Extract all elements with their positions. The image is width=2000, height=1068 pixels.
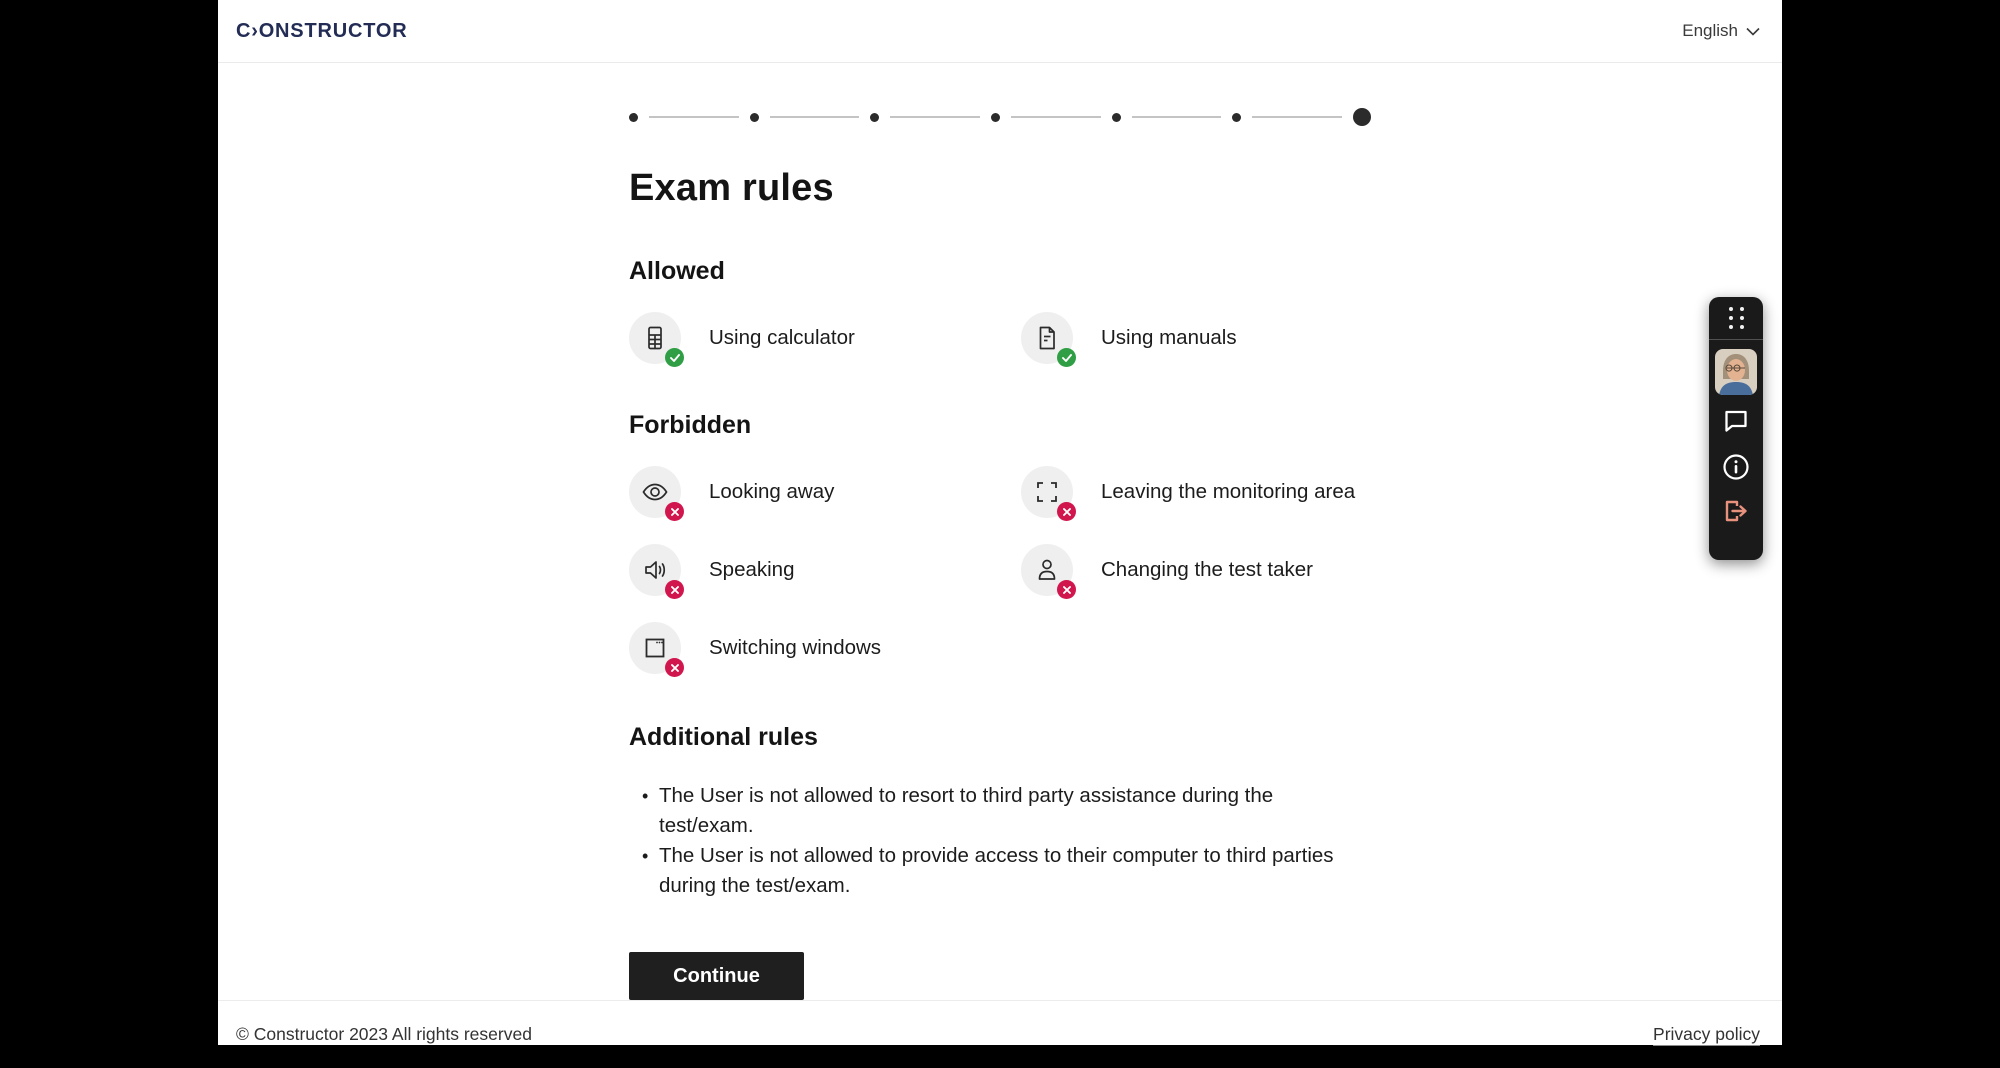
additional-rules-list: [629, 781, 1371, 901]
continue-button[interactable]: Continue: [629, 952, 804, 1000]
rule-label: Looking away: [709, 480, 835, 503]
rule-icon-circle: [629, 622, 681, 674]
forbidden-x-badge: [1057, 580, 1076, 599]
rule-icon-circle: [629, 312, 681, 364]
footer: [218, 1000, 1782, 1068]
forbidden-x-badge: [1057, 502, 1076, 521]
fullscreen-icon: [1034, 479, 1060, 505]
check-icon: [1062, 354, 1072, 362]
step-dot-7-current: [1353, 108, 1371, 126]
x-icon: [1063, 586, 1071, 594]
step-connector: [770, 116, 860, 118]
forbidden-heading: Forbidden: [629, 411, 752, 439]
rule-item-using-calculator: [629, 312, 1021, 364]
rule-label: Leaving the monitoring area: [1101, 480, 1356, 503]
rule-item-switching-windows: [629, 622, 1021, 674]
step-dot-3: [870, 113, 879, 122]
rule-icon-circle: [1021, 544, 1073, 596]
allowed-grid: [629, 312, 1371, 364]
eye-icon: [641, 478, 669, 506]
rule-icon-circle: [629, 466, 681, 518]
drag-handle[interactable]: [1709, 297, 1763, 339]
additional-rule: • The User is not allowed to resort to third party assistance during the test/exam.: [629, 781, 1371, 841]
x-icon: [1063, 508, 1071, 516]
additional-rule: • The User is not allowed to provide access to their computer to third parties during the test/exam.: [629, 841, 1371, 901]
allowed-heading: Allowed: [629, 257, 725, 285]
rule-icon-circle: [629, 544, 681, 596]
rule-icon-circle: [1021, 312, 1073, 364]
panel-divider: [1709, 339, 1763, 340]
step-dot-4: [991, 113, 1000, 122]
privacy-policy-link[interactable]: Privacy policy: [1653, 1024, 1760, 1044]
window-icon: [642, 635, 668, 661]
x-icon: [671, 664, 679, 672]
allowed-check-badge: [665, 348, 684, 367]
webcam-video-feed: [1715, 349, 1757, 395]
logout-icon: [1723, 499, 1749, 523]
step-dot-1: [629, 113, 638, 122]
rule-label: Using calculator: [709, 326, 855, 349]
step-dot-2: [750, 113, 759, 122]
content-column: [629, 63, 1371, 1000]
step-dot-5: [1112, 113, 1121, 122]
check-icon: [670, 354, 680, 362]
rule-label: Changing the test taker: [1101, 558, 1313, 581]
grip-dots-icon: [1729, 307, 1744, 329]
proctoring-panel: [1709, 297, 1763, 560]
forbidden-x-badge: [665, 580, 684, 599]
constructor-logo: C›ONSTRUCTOR: [236, 19, 408, 42]
webcam-thumbnail[interactable]: [1715, 349, 1757, 395]
rule-item-using-manuals: [1021, 312, 1371, 364]
chat-icon: [1723, 409, 1749, 434]
step-connector: [890, 116, 980, 118]
x-icon: [671, 586, 679, 594]
step-connector: [649, 116, 739, 118]
info-icon: [1722, 453, 1750, 481]
step-connector: [1011, 116, 1101, 118]
rule-label: Switching windows: [709, 636, 882, 659]
copyright-text: © Constructor 2023 All rights reserved: [236, 1024, 532, 1044]
allowed-check-badge: [1057, 348, 1076, 367]
language-selector[interactable]: [1682, 21, 1760, 41]
rule-label: Speaking: [709, 558, 795, 581]
document-icon: [1034, 325, 1060, 351]
person-icon: [1034, 557, 1060, 583]
rule-icon-circle: [1021, 466, 1073, 518]
calculator-icon: [642, 325, 668, 351]
forbidden-x-badge: [665, 502, 684, 521]
additional-rules-heading: Additional rules: [629, 723, 818, 751]
step-dot-6: [1232, 113, 1241, 122]
speaker-icon: [641, 556, 669, 584]
x-icon: [671, 508, 679, 516]
header: [218, 0, 1782, 63]
info-button[interactable]: [1716, 453, 1756, 481]
rule-item-leaving-area: [1021, 466, 1371, 518]
chat-button[interactable]: [1716, 409, 1756, 434]
logout-button[interactable]: [1716, 499, 1756, 523]
rule-item-changing-test-taker: [1021, 544, 1371, 596]
progress-stepper: [629, 108, 1371, 126]
rule-label: Using manuals: [1101, 326, 1237, 349]
rule-item-looking-away: [629, 466, 1021, 518]
step-connector: [1252, 116, 1342, 118]
forbidden-grid: [629, 466, 1371, 674]
forbidden-x-badge: [665, 658, 684, 677]
rule-item-speaking: [629, 544, 1021, 596]
step-connector: [1132, 116, 1222, 118]
chevron-down-icon: [1746, 27, 1760, 36]
page-title: Exam rules: [629, 167, 834, 209]
language-selector-label: English: [1682, 21, 1738, 40]
main-page: [218, 0, 1782, 1045]
